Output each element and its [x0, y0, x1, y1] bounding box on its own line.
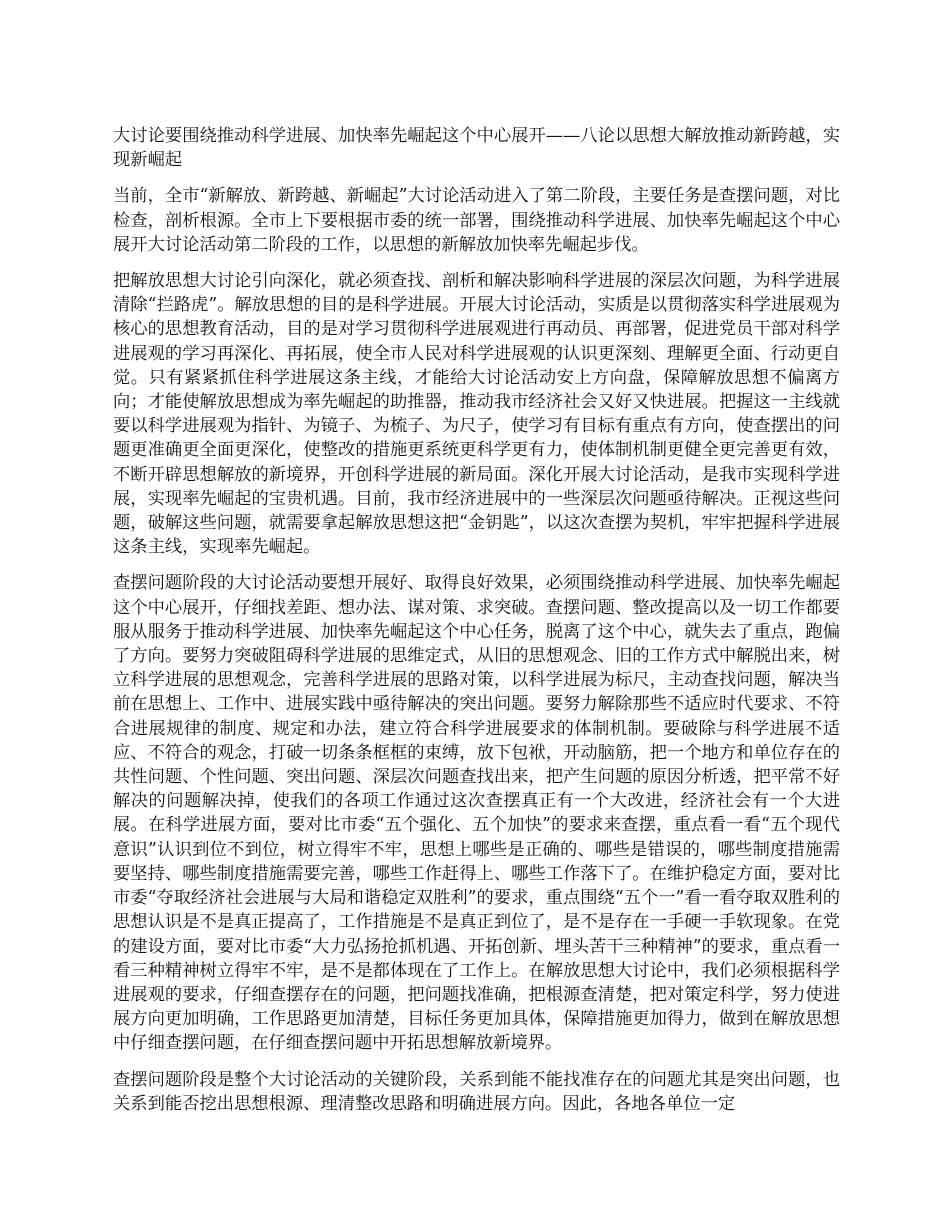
- paragraph-1: 当前，全市“新解放、新跨越、新崛起”大讨论活动进入了第二阶段，主要任务是查摆问题，对比检查，剖析根源。全市上下要根据市委的统一部署，围绕推动科学进展、加快率先崛起这个中心展开大讨论活动第二阶段的工作，以思想的新解放加快率先崛起步伐。: [113, 186, 840, 255]
- paragraph-2: 把解放思想大讨论引向深化，就必须查找、剖析和解决影响科学进展的深层次问题，为科学进展清除“拦路虎”。解放思想的目的是科学进展。开展大讨论活动，实质是以贯彻落实科学进展观为核心的思想教育活动，目的是对学习贯彻科学进展观进行再动员、再部署，促进党员干部对科学进展观的学习再深化、再拓展，使全市人民对科学进展观的认识更深刻、理解更全面、行动更自觉。只有紧紧抓住科学进展这条主线，才能给大讨论活动安上方向盘，保障解放思想不偏离方向；才能使解放思想成为率先崛起的助推器，推动我市经济社会又好又快进展。把握这一主线就要以科学进展观为指针、为镜子、为梳子、为尺子，使学习有目标有重点有方向，使查摆出的问题更准确更全面更深化，使整改的措施更系统更科学更有力，使体制机制更健全更完善更有效，不断开辟思想解放的新境界，开创科学进展的新局面。深化开展大讨论活动，是我市实现科学进展，实现率先崛起的宝贵机遇。目前，我市经济进展中的一些深层次问题亟待解决。正视这些问题，破解这些问题，就需要拿起解放思想这把“金钥匙”，以这次查摆为契机，牢牢把握科学进展这条主线，实现率先崛起。: [113, 271, 840, 558]
- paragraph-3: 查摆问题阶段的大讨论活动要想开展好、取得良好效果，必须围绕推动科学进展、加快率先崛起这个中心展开，仔细找差距、想办法、谋对策、求突破。查摆问题、整改提高以及一切工作都要服从服务于推动科学进展、加快率先崛起这个中心任务，脱离了这个中心，就失去了重点，跑偏了方向。要努力突破阻碍科学进展的思维定式，从旧的思想观念、旧的工作方式中解脱出来，树立科学进展的思想观念，完善科学进展的思路对策，以科学进展为标尺，主动查找问题，解决当前在思想上、工作中、进展实践中亟待解决的突出问题。要努力解除那些不适应时代要求、不符合进展规律的制度、规定和办法，建立符合科学进展要求的体制机制。要破除与科学进展不适应、不符合的观念，打破一切条条框框的束缚，放下包袱，开动脑筋，把一个地方和单位存在的共性问题、个性问题、突出问题、深层次问题查找出来，把产生问题的原因分析透，把平常不好解决的问题解决掉，使我们的各项工作通过这次查摆真正有一个大改进，经济社会有一个大进展。在科学进展方面，要对比市委“五个强化、五个加快”的要求来查摆，重点看一看“五个现代意识”认识到位不到位，树立得牢不牢，思想上哪些是正确的、哪些是错误的，哪些制度措施需要坚持、哪些制度措施需要完善，哪些工作赶得上、哪些工作落下了。在维护稳定方面，要对比市委“夺取经济社会进展与大局和谐稳定双胜利”的要求，重点围绕“五个一”看一看夺取双胜利的思想认识是不是真正提高了，工作措施是不是真正到位了，是不是存在一手硬一手软现象。在党的建设方面，要对比市委“大力弘扬抢抓机遇、开拓创新、埋头苦干三种精神”的要求，重点看一看三种精神树立得牢不牢，是不是都体现在了工作上。在解放思想大讨论中，我们必须根据科学进展观的要求，仔细查摆存在的问题，把问题找准确，把根源查清楚，把对策定科学，努力使进展方向更加明确，工作思路更加清楚，目标任务更加具体，保障措施更加得力，做到在解放思想中仔细查摆问题，在仔细查摆问题中开拓思想解放新境界。: [113, 573, 840, 1054]
- document-page: [113, 124, 840, 1128]
- article-title: 大讨论要围绕推动科学进展、加快率先崛起这个中心展开——八论以思想大解放推动新跨越，实现新崛起: [113, 126, 840, 171]
- paragraph-4: 查摆问题阶段是整个大讨论活动的关键阶段，关系到能不能找准存在的问题尤其是突出问题，也关系到能否挖出思想根源、理清整改思路和明确进展方向。因此，各地各单位一定: [113, 1069, 840, 1114]
